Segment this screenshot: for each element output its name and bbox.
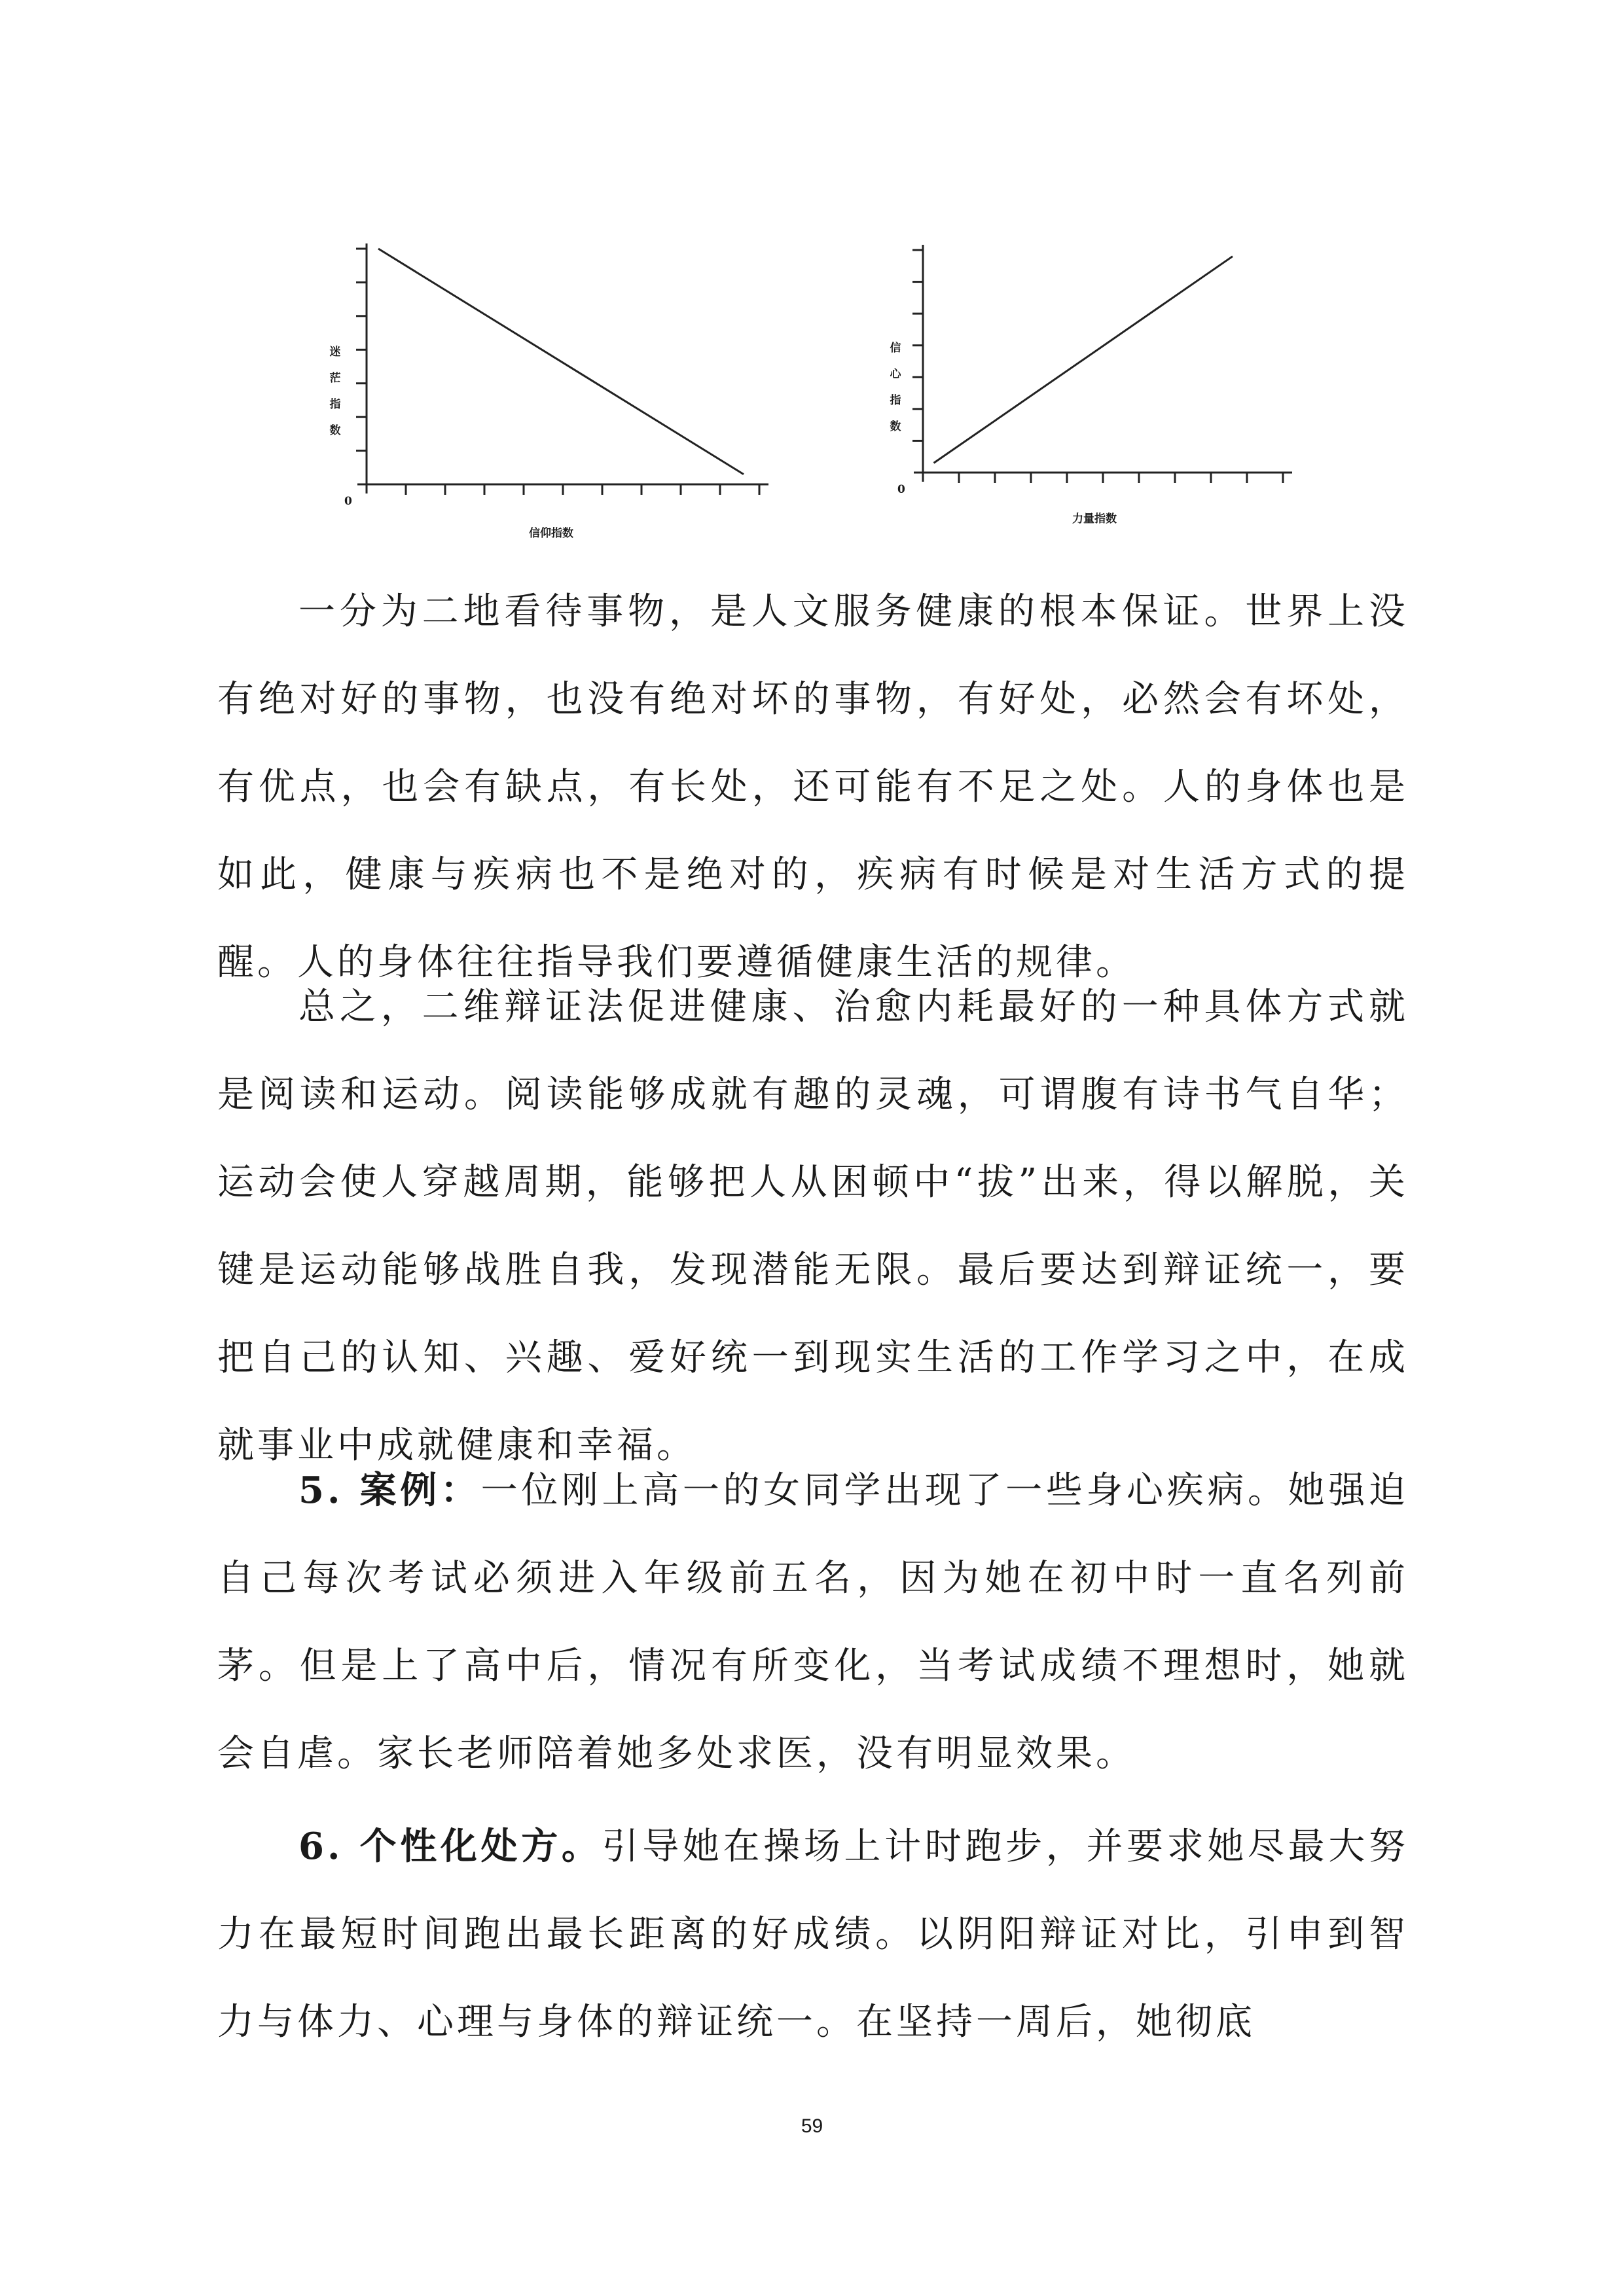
case-body: 一位刚上高一的女同学出现了一些身心疾病。她强迫自己每次考试必须进入年级前五名，因为她在初中时一直名列前茅。但是上了高中后，情况有所变化，当考试成绩不理想时，她就会自虐。家长老师陪着她多处求医，没有明显效果。 — [217, 1469, 1409, 1775]
chart-confidence-vs-strength — [825, 236, 1309, 550]
origin-label: 0 — [344, 495, 352, 508]
paragraph-1: 一分为二地看待事物，是人文服务健康的根本保证。世界上没有绝对好的事物，也没有绝对坏的事物，有好处，必然会有坏处，有优点，也会有缺点，有长处，还可能有不足之处。人的身体也是如此，健康与疾病也不是绝对的，疾病有时候是对生活方式的提醒。人的身体往往指导我们要遵循健康生活的规律。 — [217, 590, 1409, 984]
paragraph-4 — [217, 1803, 1409, 2066]
series-line — [378, 249, 744, 475]
case-heading: 5. 案例： — [298, 1469, 481, 1512]
y-axis-label-char: 迷 — [329, 346, 341, 359]
paragraph-3 — [217, 1446, 1409, 1798]
y-axis-label-char: 指 — [329, 398, 341, 411]
chart-confusion-vs-belief — [288, 236, 785, 550]
series-line — [934, 257, 1233, 463]
paragraph-2: 总之，二维辩证法促进健康、治愈内耗最好的一种具体方式就是阅读和运动。阅读能够成就有趣的灵魂，可谓腹有诗书气自华；运动会使人穿越周期，能够把人从困顿中“拔”出来，得以解脱，关键是运动能够战胜自我，发现潜能无限。最后要达到辩证统一，要把自己的认知、兴趣、爱好统一到现实生活的工作学习之中，在成就事业中成就健康和幸福。 — [217, 986, 1409, 1467]
y-axis-label-char: 信 — [890, 342, 901, 355]
prescription-heading: 6. 个性化处方。 — [298, 1825, 602, 1868]
y-axis-label — [322, 339, 348, 444]
y-axis-label-char: 数 — [329, 424, 341, 437]
y-axis-label-char: 指 — [890, 394, 901, 407]
y-axis-label-char: 心 — [890, 368, 901, 381]
chart-left-canvas — [288, 236, 785, 550]
y-axis-label-char: 数 — [890, 420, 901, 433]
origin-label: 0 — [897, 483, 905, 496]
figures — [288, 236, 1309, 550]
prescription-body: 引导她在操场上计时跑步，并要求她尽最大努力在最短时间跑出最长距离的好成绩。以阴阳辩证对比，引申到智力与体力、心理与身体的辩证统一。在坚持一周后，她彻底 — [217, 1825, 1409, 2043]
y-axis-label — [882, 335, 909, 440]
x-axis-label: 信仰指数 — [529, 527, 573, 540]
x-axis-label: 力量指数 — [1072, 512, 1117, 526]
page-number: 59 — [801, 2115, 823, 2137]
y-axis-label-char: 茫 — [329, 372, 341, 385]
